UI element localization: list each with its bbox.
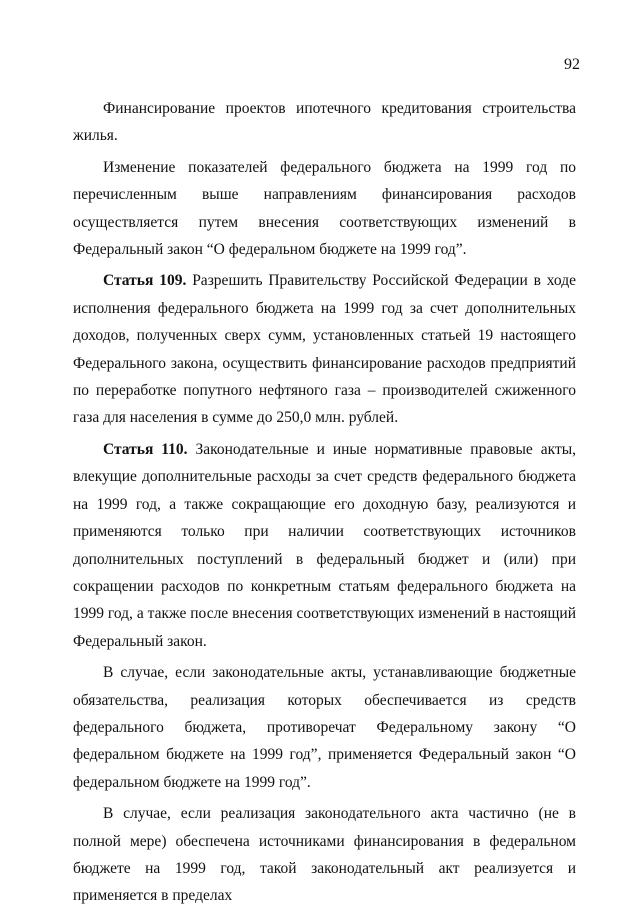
paragraph-text: Законодательные и иные нормативные правовые акты, влекущие дополнительные расходы за счет средств федерального бюджета на 1999 год, а также сокращающие его доходную базу, реализуются и применяются только при наличии соответствующих источников дополнительных поступлений в федеральный бюджет и (или) при сокращении расходов по конкретным статьям федерального бюджета на 1999 год, а также после внесения соответствующих изменений в настоящий Федеральный закон. <box>73 440 577 650</box>
paragraph-partial-funding <box>73 800 576 910</box>
article-label: Статья 109. <box>103 272 187 290</box>
paragraph-text: Разрешить Правительству Российской Федерации в ходе исполнения федерального бюджета на 1999 год за счет дополнительных доходов, полученных сверх сумм, установленных статьей 19 настоящего Федерального закона, осуществить финансирование расходов предприятий по переработке попутного нефтяного газа – производителей сжиженного газа для населения в сумме до 250,0 млн. рублей. <box>73 272 576 427</box>
paragraph-text: Финансирование проектов ипотечного кредитования строительства жилья. <box>73 100 576 145</box>
paragraph-conflicting-acts <box>73 659 576 796</box>
paragraph-text: Изменение показателей федерального бюджета на 1999 год по перечисленным выше направлениям финансирования расходов осуществляется путем внесения соответствующих изменений в Федеральный закон “О федеральном бюджете на 1999 год”. <box>73 158 576 259</box>
paragraph-article-110 <box>73 436 576 655</box>
article-label: Статья 110. <box>103 440 188 458</box>
document-body <box>73 95 576 910</box>
paragraph-article-109 <box>73 267 576 431</box>
paragraph-text: В случае, если реализация законодательного акта частично (не в полной мере) обеспечена источниками финансирования в федеральном бюджете на 1999 год, такой законодательный акт реализуется и применяется в пределах <box>73 805 576 905</box>
page-number: 92 <box>564 56 580 73</box>
paragraph-text: В случае, если законодательные акты, устанавливающие бюджетные обязательства, реализация которых обеспечивается из средств федерального бюджета, противоречат Федеральному закону “О федеральном бюджете на 1999 год”, применяется Федеральный закон “О федеральном бюджете на 1999 год”. <box>73 664 576 791</box>
paragraph-financing-mortgage <box>73 95 576 150</box>
paragraph-budget-changes <box>73 154 576 264</box>
